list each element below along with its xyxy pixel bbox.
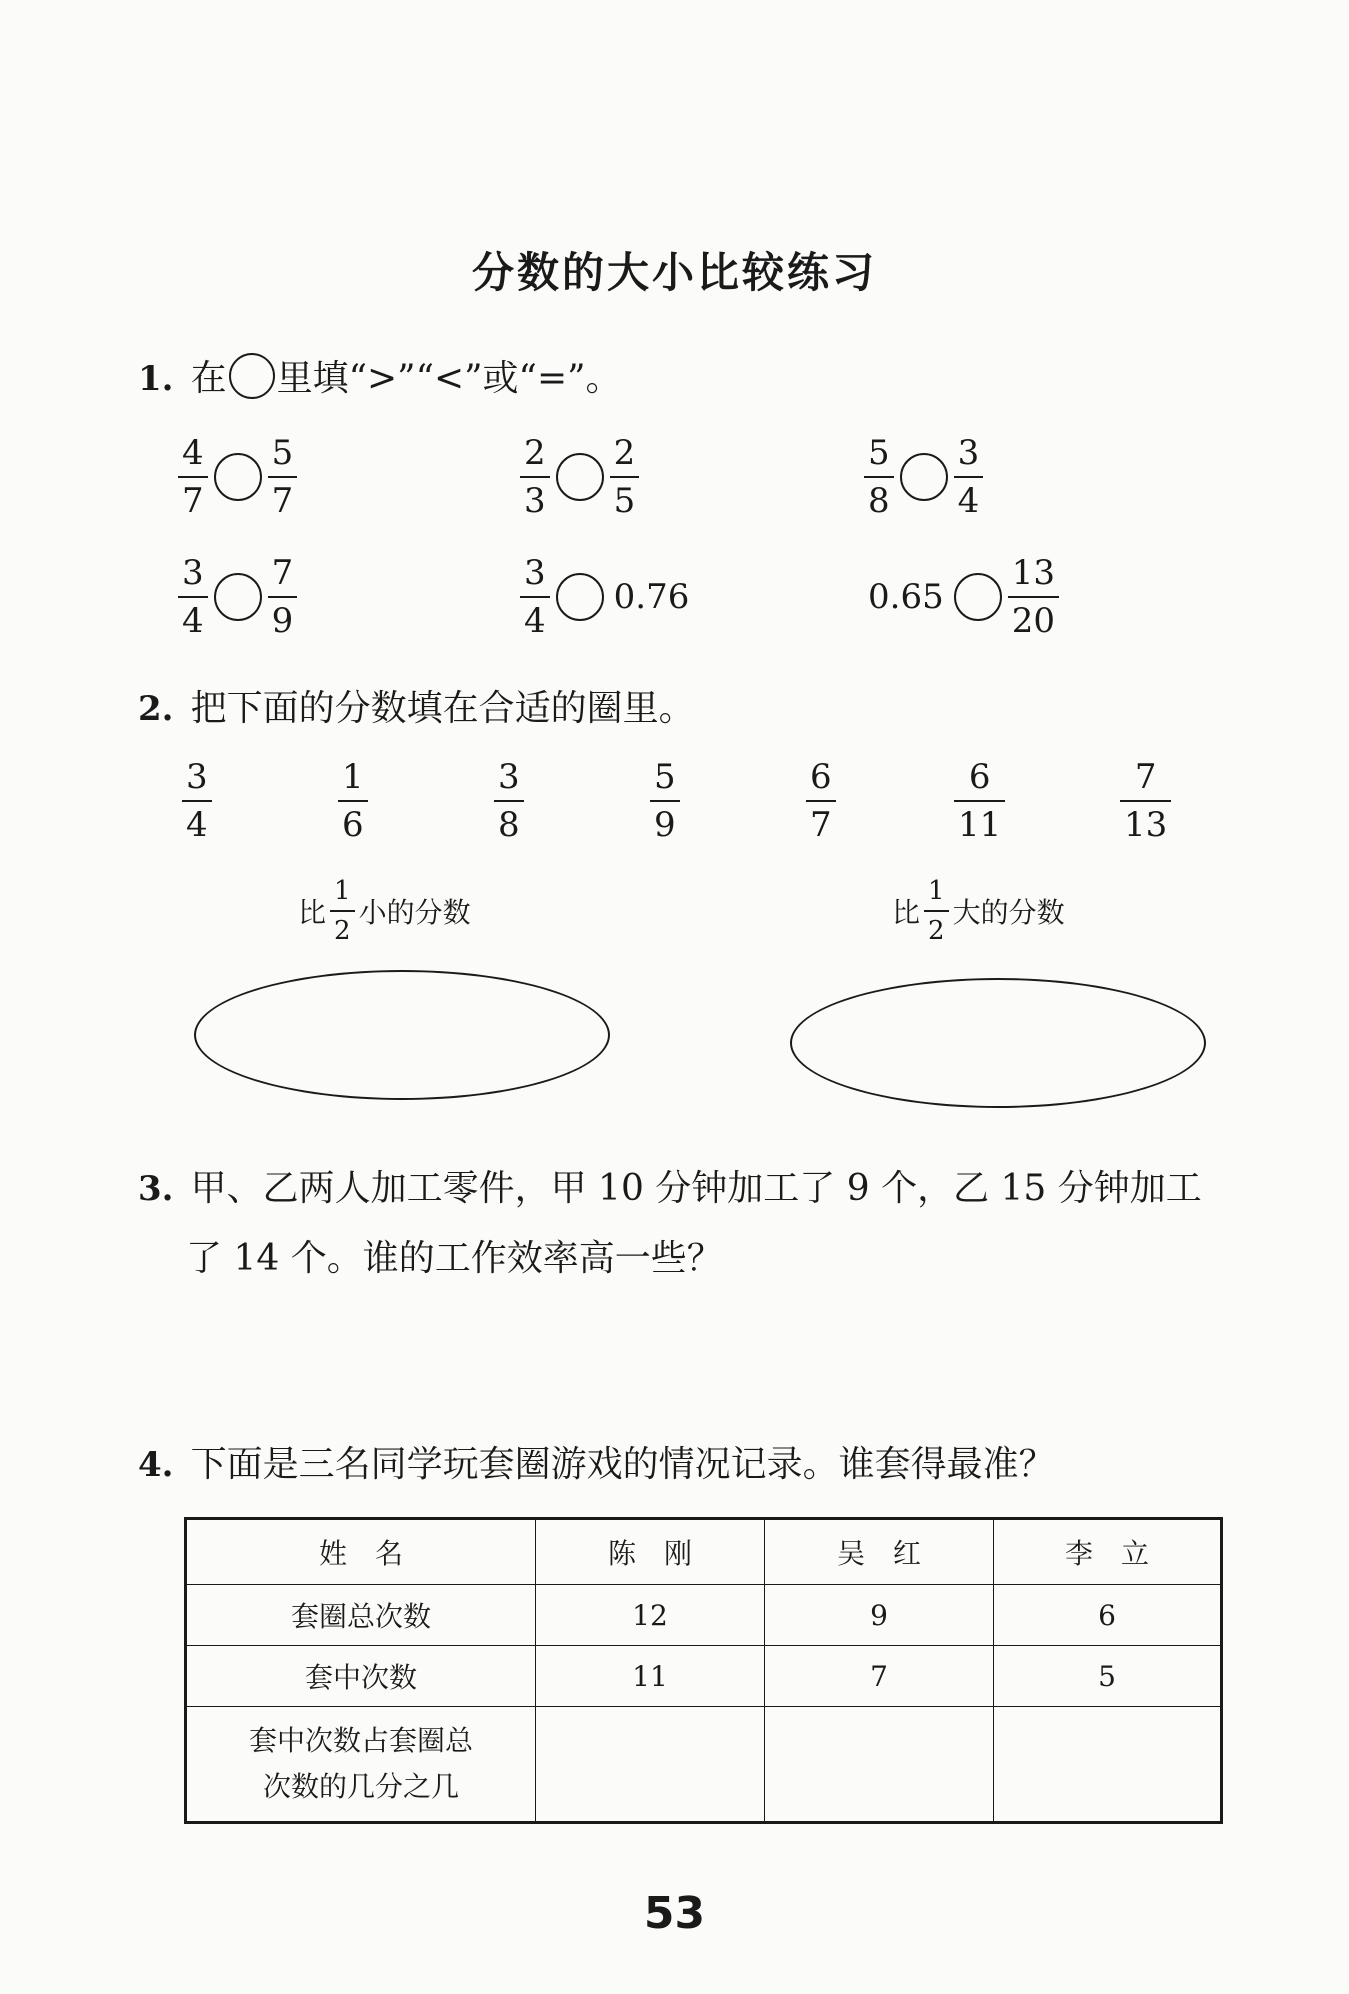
answer-circle[interactable]: [556, 573, 604, 621]
ring-toss-record-table: [184, 1517, 1223, 1824]
table-cell: 5: [994, 1646, 1222, 1707]
table-cell: 11: [536, 1646, 765, 1707]
question-1-text-b: 里填“>”“<”或“=”。: [276, 358, 622, 399]
answer-circle[interactable]: [900, 453, 948, 501]
question-3-prompt: [138, 1160, 1202, 1211]
table-row: [186, 1646, 1222, 1707]
table-cell: 6: [994, 1585, 1222, 1646]
answer-circle[interactable]: [214, 453, 262, 501]
fraction: $\frac{5}{9}$: [650, 760, 680, 842]
page-number: 53: [643, 1888, 706, 1939]
fraction: $\frac{5}{8}$: [864, 436, 894, 518]
question-2-text: 把下面的分数填在合适的圈里。: [190, 688, 695, 729]
left-oval-caption: 比 $\frac{1}{2}$ 小的分数: [298, 876, 471, 946]
greater-than-half-oval[interactable]: [790, 978, 1206, 1108]
question-1-prompt: [138, 350, 622, 401]
table-header: 陈 刚: [536, 1519, 765, 1585]
fraction: $\frac{4}{7}$: [178, 436, 208, 518]
fraction: $\frac{3}{4}$: [954, 436, 984, 518]
question-3-line-2: 了 14 个。谁的工作效率高一些？: [186, 1238, 723, 1279]
fraction: $\frac{1}{2}$: [330, 878, 355, 944]
comparison-item: [178, 433, 297, 521]
row-label: 套圈总次数: [186, 1585, 536, 1646]
table-cell: 12: [536, 1585, 765, 1646]
comparison-item: [864, 553, 1059, 641]
decimal-value: 0.76: [613, 577, 690, 617]
fraction: $\frac{2}{5}$: [610, 436, 640, 518]
answer-circle[interactable]: [954, 573, 1002, 621]
question-4-text: 下面是三名同学玩套圈游戏的情况记录。谁套得最准？: [190, 1444, 1055, 1485]
answer-cell[interactable]: [536, 1707, 765, 1823]
fraction: $\frac{3}{4}$: [178, 556, 208, 638]
answer-cell[interactable]: [994, 1707, 1222, 1823]
table-cell: 9: [765, 1585, 994, 1646]
comparison-item: [520, 433, 639, 521]
fraction: $\frac{1}{2}$: [924, 878, 949, 944]
table-header: 姓 名: [186, 1519, 536, 1585]
answer-circle[interactable]: [556, 453, 604, 501]
page-title: 分数的大小比较练习: [471, 248, 877, 297]
fraction: $\frac{3}{8}$: [494, 760, 524, 842]
smaller-than-half-oval[interactable]: [194, 970, 610, 1100]
decimal-value: 0.65: [868, 577, 944, 617]
comparison-item: [864, 433, 983, 521]
table-header: 吴 红: [765, 1519, 994, 1585]
fraction: $\frac{5}{7}$: [268, 436, 298, 518]
comparison-item: [520, 553, 693, 641]
table-header: 李 立: [994, 1519, 1222, 1585]
row-label: 套中次数: [186, 1646, 536, 1707]
answer-cell[interactable]: [765, 1707, 994, 1823]
comparison-item: [178, 553, 297, 641]
table-cell: 7: [765, 1646, 994, 1707]
fraction: $\frac{1}{6}$: [338, 760, 368, 842]
fraction: $\frac{6}{11}$: [954, 760, 1005, 842]
fraction: $\frac{2}{3}$: [520, 436, 550, 518]
question-2-prompt: [138, 680, 695, 731]
question-4-prompt: [138, 1436, 1055, 1487]
table-row: [186, 1707, 1222, 1823]
question-3-line-1: 甲、乙两人加工零件，甲 10 分钟加工了 9 个，乙 15 分钟加工: [190, 1168, 1202, 1209]
question-1-text-a: 在: [190, 358, 227, 399]
question-2-number: 2.: [138, 689, 174, 729]
right-oval-caption: 比 $\frac{1}{2}$ 大的分数: [892, 876, 1065, 946]
question-3-number: 3.: [138, 1169, 174, 1209]
row-label: 套中次数占套圈总 次数的几分之几: [186, 1707, 536, 1823]
fraction-list: [0, 757, 1349, 850]
question-4-number: 4.: [138, 1445, 174, 1485]
table-row: [186, 1585, 1222, 1646]
table-header-row: [186, 1519, 1222, 1585]
fraction: $\frac{3}{4}$: [182, 760, 212, 842]
answer-circle-icon: [229, 353, 275, 399]
fraction: $\frac{6}{7}$: [806, 760, 836, 842]
question-1-number: 1.: [138, 359, 174, 399]
fraction: $\frac{3}{4}$: [520, 556, 550, 638]
fraction: $\frac{13}{20}$: [1008, 556, 1059, 638]
fraction: $\frac{7}{13}$: [1120, 760, 1171, 842]
fraction: $\frac{7}{9}$: [268, 556, 298, 638]
answer-circle[interactable]: [214, 573, 262, 621]
